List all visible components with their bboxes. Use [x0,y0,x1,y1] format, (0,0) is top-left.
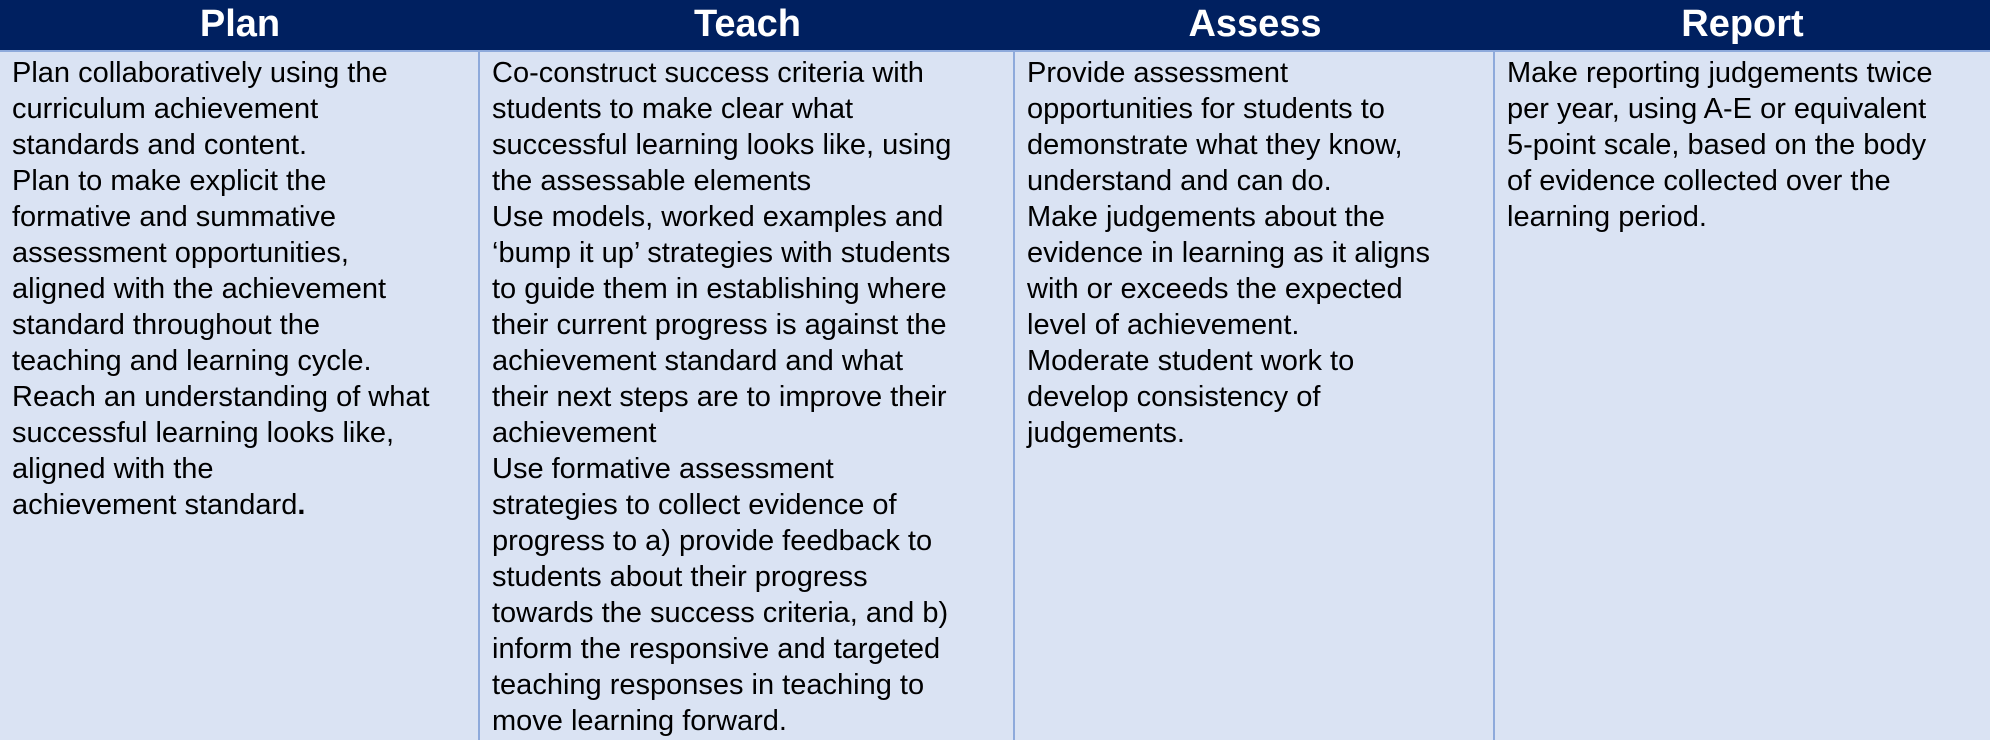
plan-paragraph-3-period: . [297,489,306,521]
teach-paragraph-2: Use models, worked examples and ‘bump it up’ strategies with students to guide them in establishing where their current progress is against the achievement standard and what their next steps are to improve their achievement [492,201,951,449]
plan-paragraph-1: Plan collaboratively using the curriculum achievement standards and content. [12,57,388,161]
assess-paragraph-1: Provide assessment opportunities for students to demonstrate what they know, understand and can do. [1027,57,1403,197]
header-plan: Plan [0,0,480,52]
assess-paragraph-3: Moderate student work to develop consistency of judgements. [1027,345,1355,449]
plan-paragraph-3 [12,379,468,523]
header-report: Report [1495,0,1990,52]
plan-paragraph-2: Plan to make explicit the formative and summative assessment opportunities, aligned with the achievement standard throughout the teaching and learning cycle. [12,165,387,377]
report-cell [1495,52,1990,740]
plan-paragraph-3-text: Reach an understanding of what successful learning looks like, aligned with the achievement standard [12,381,430,521]
teach-cell [480,52,1015,740]
header-assess: Assess [1015,0,1495,52]
plan-cell [0,52,480,740]
assess-paragraph-2: Make judgements about the evidence in learning as it aligns with or exceeds the expected level of achievement. [1027,201,1431,341]
teach-paragraph-1: Co-construct success criteria with students to make clear what successful learning looks like, using the assessable elements [492,57,952,197]
report-paragraph-1: Make reporting judgements twice per year, using A-E or equivalent 5-point scale, based on the body of evidence collected over the learning period. [1507,57,1933,233]
teach-paragraph-3: Use formative assessment strategies to collect evidence of progress to a) provide feedback to students about their progress towards the success criteria, and b) inform the responsive and targeted teaching responses in teaching to move learning forward. [492,453,949,737]
header-teach: Teach [480,0,1015,52]
assess-cell [1015,52,1495,740]
